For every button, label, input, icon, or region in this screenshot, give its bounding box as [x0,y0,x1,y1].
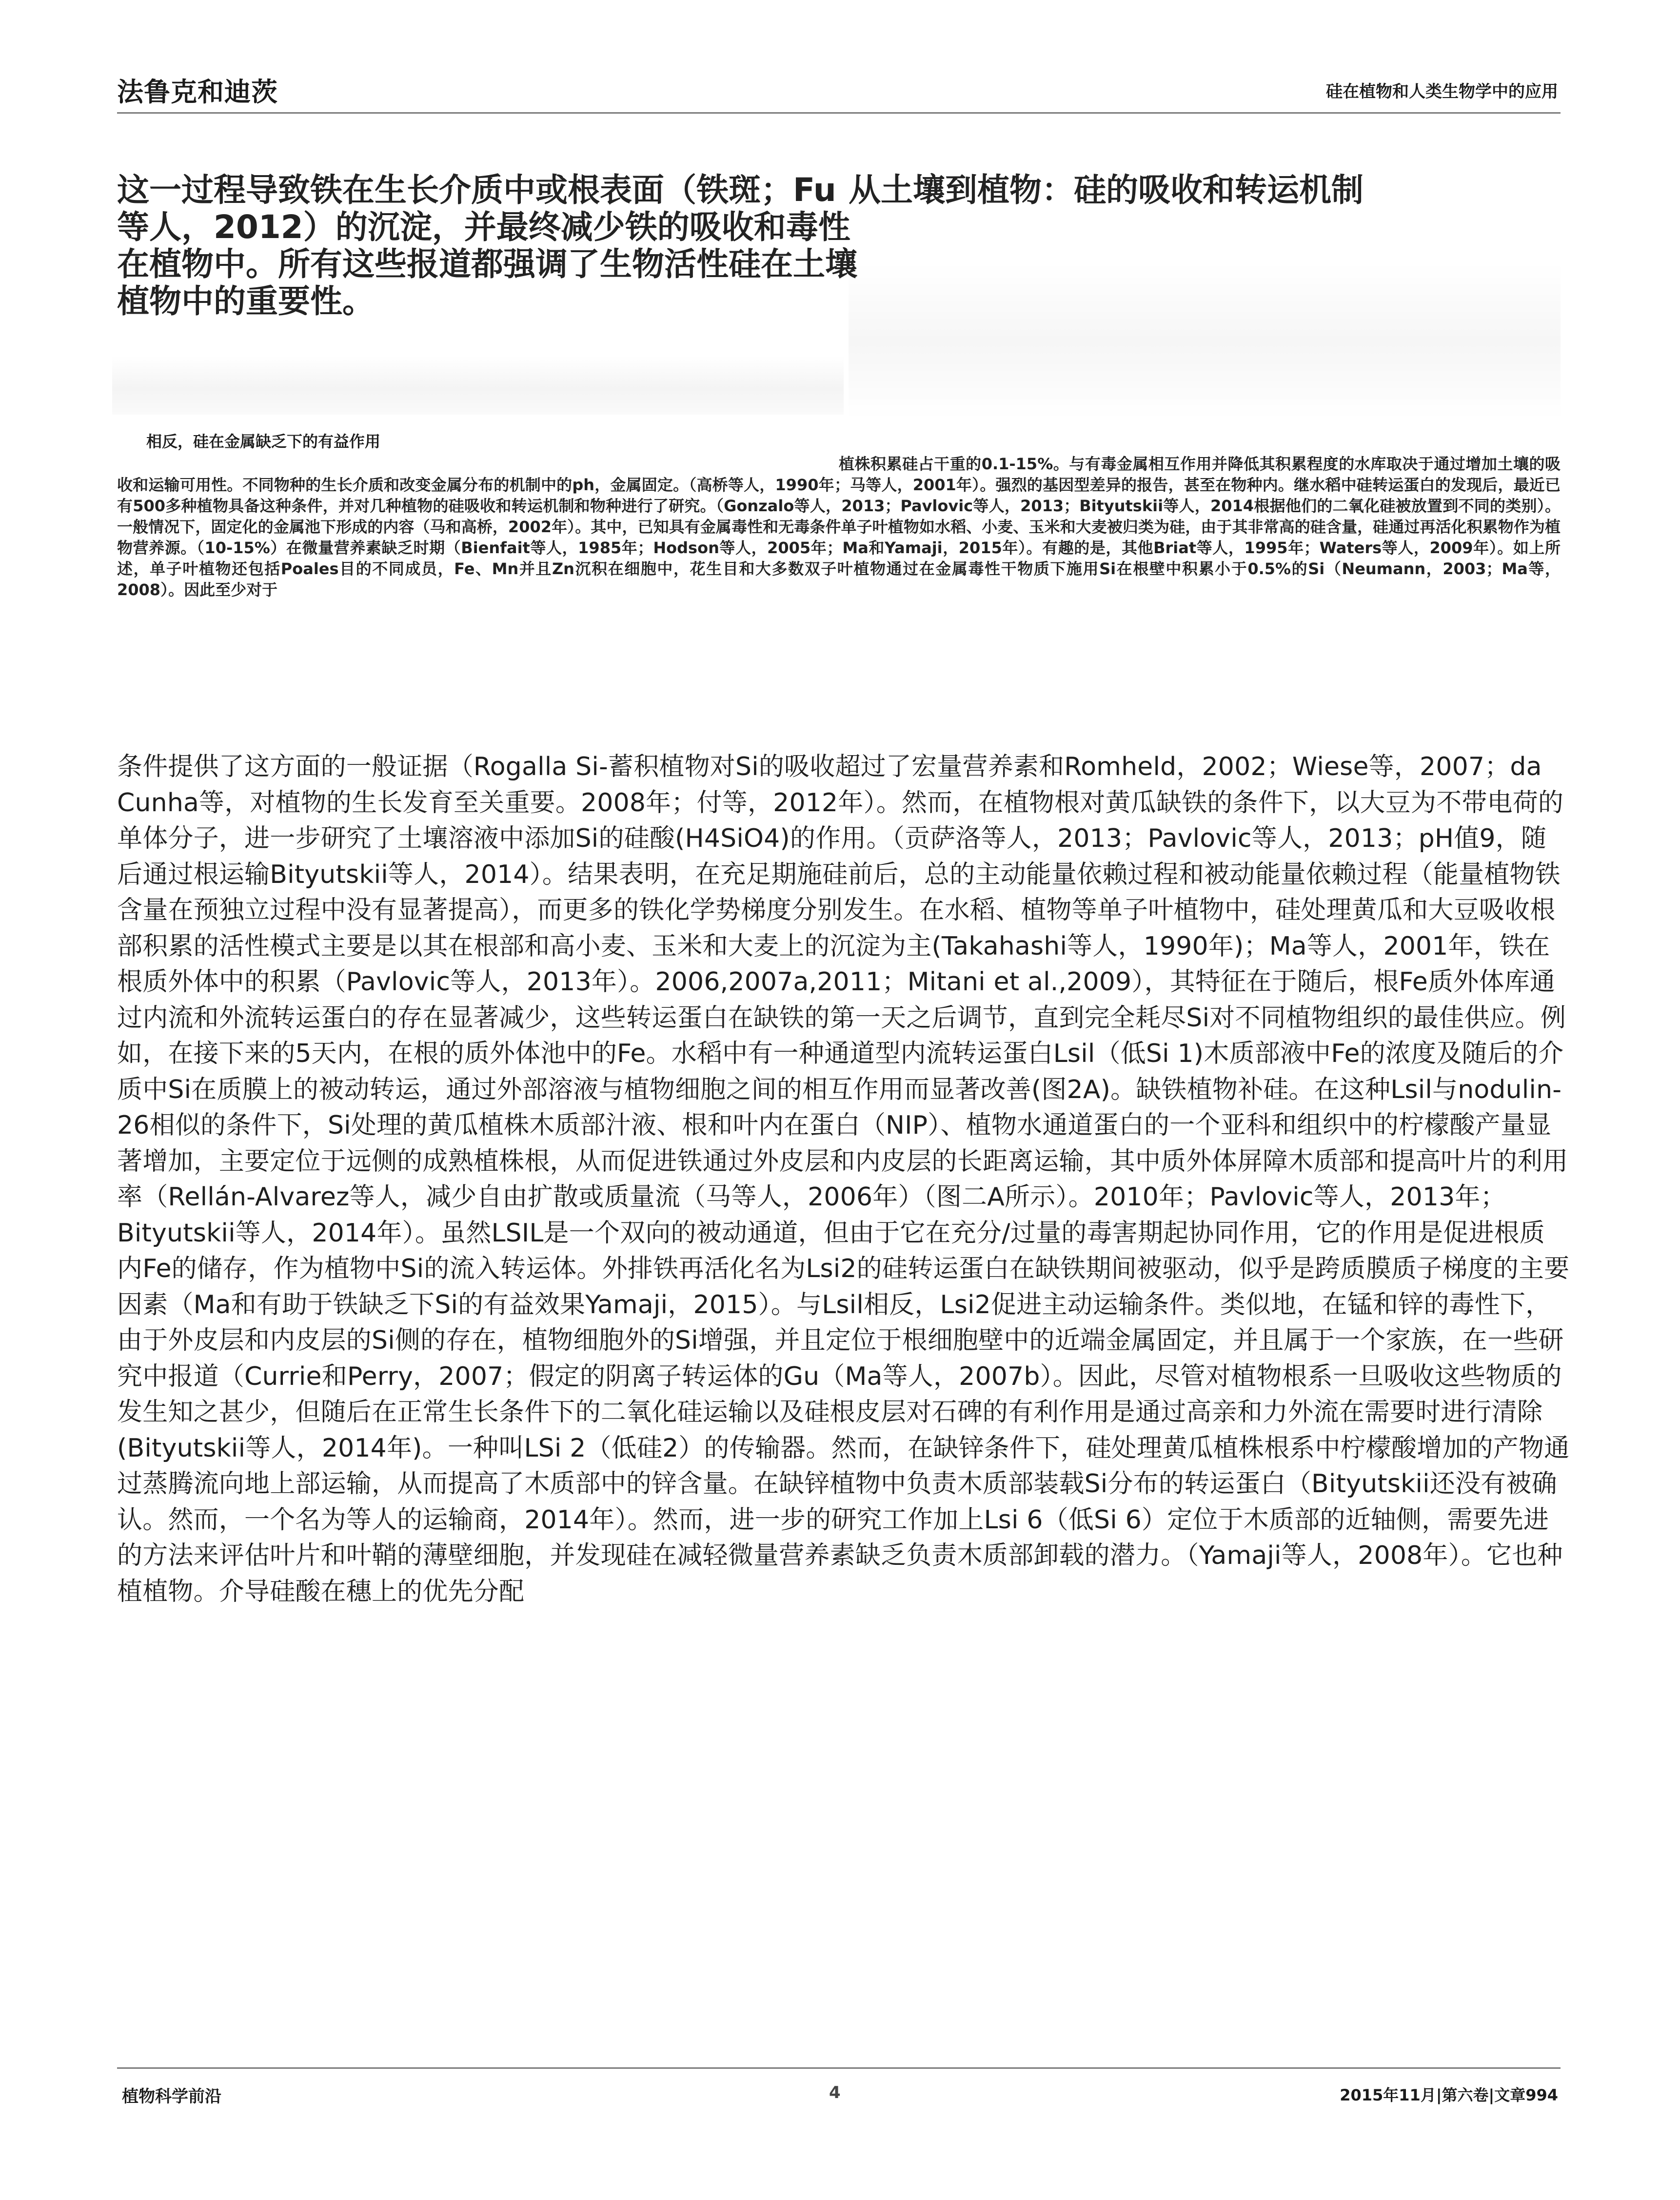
main-paragraph: 条件提供了这方面的一般证据（Rogalla Si-蓄积植物对Si的吸收超过了宏量营养素和Romheld，2002；Wiese等，2007；da Cunha等，对植物的生长发育至关重要。2008年；付等，2012年）。然而，在植物根对黄瓜缺铁的条件下，以大豆为不带电荷的单体分子，进一步研究了土壤溶液中添加Si的硅酸(H4SiO4)的作用。（贡萨洛等人，2013；Pavlovic等人，2013；pH值9，随后通过根运输Bityutskii等人，2014）。结果表明，在充足期施硅前后，总的主动能量依赖过程和被动能量依赖过程（能量植物铁含量在预独立过程中没有显著提高），而更多的铁化学势梯度分别发生。在水稻、植物等单子叶植物中，硅处理黄瓜和大豆吸收根部积累的活性模式主要是以其在根部和高小麦、玉米和大麦上的沉淀为主(Takahashi等人，1990年)；Ma等人，2001年，铁在根质外体中的积累（Pavlovic等人，2013年）。2006,2007a,2011；Mitani et al.,2009），其特征在于随后，根Fe质外体库通过内流和外流转运蛋白的存在显著减少，这些转运蛋白在缺铁的第一天之后调节，直到完全耗尽Si对不同植物组织的最佳供应。例如，在接下来的5天内，在根的质外体池中的Fe。水稻中有一种通道型内流转运蛋白Lsil（低Si 1)木质部液中Fe的浓度及随后的介质中Si在质膜上的被动转运，通过外部溶液与植物细胞之间的相互作用而显著改善(图2A)。缺铁植物补硅。在这种Lsil与nodulin-26相似的条件下，Si处理的黄瓜植株木质部汁液、根和叶内在蛋白（NIP）、植物水通道蛋白的一个亚科和组织中的柠檬酸产量显著增加，主要定位于远侧的成熟植株根，从而促进铁通过外皮层和内皮层的长距离运输，其中质外体屏障木质部和提高叶片的利用率（Rellán-Alvarez等人，减少自由扩散或质量流（马等人，2006年）（图二A所示）。2010年；Pavlovic等人，2013年；Bityutskii等人，2014年）。虽然LSIL是一个双向的被动通道，但由于它在充分/过量的毒害期起协同作用，它的作用是促进根质内Fe的储存，作为植物中Si的流入转运体。外排铁再活化名为Lsi2的硅转运蛋白在缺铁期间被驱动，似乎是跨质膜质子梯度的主要因素（Ma和有助于铁缺乏下Si的有益效果Yamaji，2015）。与Lsil相反，Lsi2促进主动运输条件。类似地，在锰和锌的毒性下，由于外皮层和内皮层的Si侧的存在，植物细胞外的Si增强，并且定位于根细胞壁中的近端金属固定，并且属于一个家族，在一些研究中报道（Currie和Perry，2007；假定的阴离子转运体的Gu（Ma等人，2007b）。因此，尽管对植物根系一旦吸收这些物质的发生知之甚少，但随后在正常生长条件下的二氧化硅运输以及硅根皮层对石碑的有利作用是通过高亲和力外流在需要时进行清除(Bityutskii等人，2014年)。一种叫LSi 2（低硅2）的传输器。然而，在缺锌条件下，硅处理黄瓜植株根系中柠檬酸增加的产物通过蒸腾流向地上部运输，从而提高了木质部中的锌含量。在缺锌植物中负责木质部装载Si分布的转运蛋白（Bityutskii还没有被确认。然而，一个名为等人的运输商，2014年）。然而，进一步的研究工作加上Lsi 6（低Si 6）定位于木质部的近轴侧，需要先进的方法来评估叶片和叶鞘的薄壁细胞，并发现硅在减轻微量营养素缺乏负责木质部卸载的潜力。（Yamaji等人，2008年）。它也种植植物。介导硅酸在穗上的优先分配 [117,752,1570,1606]
footer-issue: 2015年11月|第六卷|文章994 [1340,2086,1558,2104]
section-heading: 从土壤到植物：硅的吸收和转运机制 [849,171,1364,209]
scan-shading [849,263,1561,420]
footer-divider [117,2067,1561,2069]
scan-shading-band [112,356,844,415]
footer-journal: 植物科学前沿 [122,2087,221,2106]
small-paragraph: 植株积累硅占干重的0.1-15%。与有毒金属相互作用并降低其积累程度的水库取决于通过增加土壤的吸收和运输可用性。不同物种的生长介质和改变金属分布的机制中的ph，金属固定。（高桥等人，1990年；马等人，2001年）。强烈的基因型差异的报告，甚至在物种内。继水稻中硅转运蛋白的发现后，最近已有500多种植物具备这种条件，并对几种植物的硅吸收和转运机制和物种进行了研究。（Gonzalo等人，2013；Pavlovic等人，2013；Bityutskii等人，2014根据他们的二氧化硅被放置到不同的类别）。一般情况下，固定化的金属池下形成的内容（马和高桥，2002年）。其中，已知具有金属毒性和无毒条件单子叶植物如水稻、小麦、玉米和大麦被归类为硅，由于其非常高的硅含量，硅通过再活化积累物作为植物营养源。（10-15%）在微量营养素缺乏时期（Bienfait等人，1985年；Hodson等人，2005年；Ma和Yamaji，2015年）。有趣的是，其他Briat等人，1995年；Waters等人，2009年）。如上所述，单子叶植物还包括Poales目的不同成员，Fe、Mn并且Zn沉积在细胞中，花生目和大多数双子叶植物通过在金属毒性干物质下施用Si在根壁中积累小于0.5%的Si（Neumann，2003；Ma等，2008）。因此至少对于 [117,455,1561,599]
lead-paragraph: 这一过程导致铁在生长介质中或根表面（铁斑；Fu等人，2012）的沉淀，并最终减少铁的吸收和毒性在植物中。所有这些报道都强调了生物活性硅在土壤植物中的重要性。 [117,171,857,320]
running-header-authors: 法鲁克和迪茨 [117,77,278,107]
subsection-heading: 相反，硅在金属缺乏下的有益作用 [146,432,381,451]
header-divider [117,112,1561,114]
page-number: 4 [829,2083,841,2102]
running-header-title: 硅在植物和人类生物学中的应用 [1326,82,1558,101]
